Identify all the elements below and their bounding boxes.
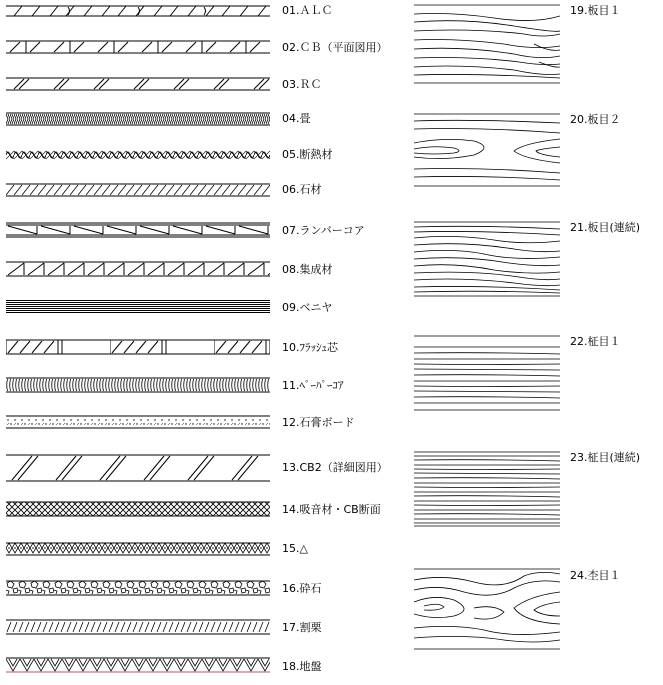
hatch-swatch-stone <box>6 183 270 197</box>
label-04: 04.畳 <box>282 112 311 125</box>
label-22: 22.柾目１ <box>570 335 621 348</box>
hatch-swatch-flush-core <box>6 339 270 355</box>
label-16: 16.砕石 <box>282 582 322 595</box>
hatch-swatch-sound-absorber <box>6 501 270 517</box>
hatch-stone-graphic <box>6 183 270 197</box>
label-06: 06.石材 <box>282 183 322 196</box>
label-15: 15.△ <box>282 542 308 555</box>
hatch-crushed-stone-graphic <box>6 580 270 596</box>
hatch-swatch-triangle <box>6 542 270 556</box>
label-10: 10.ﾌﾗｯｼｭ芯 <box>282 341 338 354</box>
hatch-swatch-tatami <box>6 112 270 126</box>
label-20: 20.板目２ <box>570 113 621 126</box>
label-03: 03.ＲＣ <box>282 78 322 91</box>
hatch-insulation-graphic <box>6 148 270 162</box>
wood-swatch-straight-grain-1 <box>414 335 560 411</box>
hatch-swatch-paper-core <box>6 377 270 393</box>
hatch-paper-core-graphic <box>6 377 270 393</box>
wood-straight-grain-1-graphic <box>414 335 560 411</box>
wood-flat-grain-2-graphic <box>414 113 560 187</box>
hatch-swatch-rubble <box>6 619 270 635</box>
label-02: 02.ＣＢ（平面図用） <box>282 41 388 54</box>
wood-swatch-flat-grain-1 <box>414 4 560 84</box>
hatch-swatch-plywood <box>6 298 270 314</box>
label-12: 12.石膏ボード <box>282 416 355 429</box>
hatch-cb-plan-graphic <box>6 40 270 54</box>
wood-flat-grain-continuous-graphic <box>414 221 560 297</box>
label-21: 21.板目(連続) <box>570 221 641 234</box>
hatch-swatch-ground <box>6 657 270 673</box>
label-23: 23.柾目(連続) <box>570 451 641 464</box>
hatch-tatami-graphic <box>6 112 270 126</box>
label-14: 14.吸音材・CB断面 <box>282 503 381 516</box>
hatch-swatch-insulation <box>6 148 270 162</box>
hatch-alc-graphic <box>6 5 270 17</box>
label-08: 08.集成材 <box>282 263 333 276</box>
label-11: 11.ﾍﾟｰﾊﾟｰｺｱ <box>282 379 344 392</box>
hatch-triangle-graphic <box>6 542 270 556</box>
label-19: 19.板目１ <box>570 4 621 17</box>
hatch-laminated-graphic <box>6 261 270 277</box>
wood-swatch-straight-grain-continuous <box>414 451 560 527</box>
label-07: 07.ランバーコア <box>282 224 365 237</box>
hatch-flush-core-graphic <box>6 339 270 355</box>
hatch-lumber-core-graphic <box>6 222 270 238</box>
wood-straight-grain-continuous-graphic <box>414 451 560 527</box>
hatch-plywood-graphic <box>6 298 270 314</box>
hatch-swatch-rc <box>6 77 270 91</box>
wood-swatch-figured-grain-1 <box>414 568 560 650</box>
label-17: 17.割栗 <box>282 621 322 634</box>
hatch-swatch-alc <box>6 5 270 17</box>
hatch-rubble-graphic <box>6 619 270 635</box>
label-09: 09.ベニヤ <box>282 301 333 314</box>
hatch-rc-graphic <box>6 77 270 91</box>
label-13: 13.CB2（詳細図用） <box>282 461 388 474</box>
hatch-swatch-lumber-core <box>6 222 270 238</box>
hatch-cb-detail-graphic <box>6 454 270 482</box>
wood-figured-grain-1-graphic <box>414 568 560 650</box>
label-18: 18.地盤 <box>282 660 322 673</box>
hatch-gypsum-graphic <box>6 415 270 429</box>
hatch-swatch-cb-detail <box>6 454 270 482</box>
wood-flat-grain-1-graphic <box>414 4 560 84</box>
hatch-swatch-cb-plan <box>6 40 270 54</box>
hatch-swatch-gypsum <box>6 415 270 429</box>
hatch-swatch-crushed-stone <box>6 580 270 596</box>
hatch-sound-absorber-graphic <box>6 501 270 517</box>
label-24: 24.杢目１ <box>570 569 621 582</box>
wood-swatch-flat-grain-2 <box>414 113 560 187</box>
hatch-ground-graphic <box>6 657 270 673</box>
label-05: 05.断熱材 <box>282 148 333 161</box>
label-01: 01.ＡＬＣ <box>282 4 333 17</box>
wood-swatch-flat-grain-continuous <box>414 221 560 297</box>
hatch-swatch-laminated <box>6 261 270 277</box>
